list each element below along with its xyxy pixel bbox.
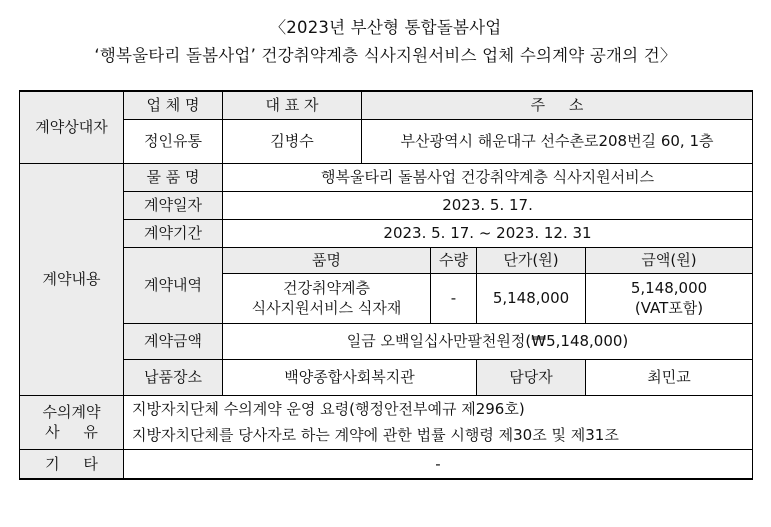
reason-label-line1: 수의계약 <box>42 403 101 421</box>
reason-line1: 지방자치단체 수의계약 운영 요령(행정안전부예규 제296호) <box>132 400 525 418</box>
detail-header-amount: 금액(원) <box>586 247 753 273</box>
contract-period-label: 계약기간 <box>124 219 223 247</box>
detail-unit-price: 5,148,000 <box>477 273 586 323</box>
detail-item-name-line2: 식사지원서비스 식자재 <box>251 299 402 317</box>
title-line-1: 〈2023년 부산형 통합돌봄사업 <box>269 18 502 37</box>
item-name-label: 물 품 명 <box>124 163 223 191</box>
contract-amount-label: 계약금액 <box>124 323 223 359</box>
reason-label <box>20 395 124 449</box>
ceo-name: 김병수 <box>223 119 362 163</box>
detail-item-name <box>223 273 431 323</box>
contract-period-value: 2023. 5. 17. ~ 2023. 12. 31 <box>223 219 753 247</box>
detail-amount-line2: (VAT포함) <box>634 299 704 317</box>
item-name-value: 행복울타리 돌봄사업 건강취약계층 식사지원서비스 <box>223 163 753 191</box>
etc-label: 기 타 <box>20 449 124 479</box>
contract-detail-label: 계약내역 <box>124 247 223 323</box>
content-section-label: 계약내용 <box>20 163 124 395</box>
header-company: 업 체 명 <box>124 91 223 119</box>
manager-value: 최민교 <box>586 359 753 395</box>
header-address: 주 소 <box>362 91 753 119</box>
contract-amount-value: 일금 오백일십사만팔천원정(₩5,148,000) <box>223 323 753 359</box>
party-section-label: 계약상대자 <box>20 91 124 163</box>
delivery-place-label: 납품장소 <box>124 359 223 395</box>
detail-item-name-line1: 건강취약계층 <box>283 279 370 297</box>
contract-date-value: 2023. 5. 17. <box>223 191 753 219</box>
reason-line2: 지방자치단체를 당사자로 하는 계약에 관한 법률 시행령 제30조 및 제31조 <box>132 426 619 444</box>
delivery-place-value: 백양종합사회복지관 <box>223 359 477 395</box>
detail-header-unit-price: 단가(원) <box>477 247 586 273</box>
detail-amount-line1: 5,148,000 <box>630 279 708 297</box>
reason-label-line2: 사 유 <box>45 423 98 441</box>
company-name: 정인유통 <box>124 119 223 163</box>
detail-header-name: 품명 <box>223 247 431 273</box>
contract-date-label: 계약일자 <box>124 191 223 219</box>
detail-amount <box>586 273 753 323</box>
company-address: 부산광역시 해운대구 선수촌로208번길 60, 1층 <box>362 119 753 163</box>
contract-disclosure-table <box>19 90 753 480</box>
title-line-2: ‘행복울타리 돌봄사업’ 건강취약계층 식사지원서비스 업체 수의계약 공개의 건〉 <box>94 46 677 65</box>
reason-value <box>124 395 753 449</box>
detail-header-qty: 수량 <box>431 247 477 273</box>
detail-qty: - <box>431 273 477 323</box>
header-ceo: 대 표 자 <box>223 91 362 119</box>
etc-value: - <box>124 449 753 479</box>
manager-label: 담당자 <box>477 359 586 395</box>
